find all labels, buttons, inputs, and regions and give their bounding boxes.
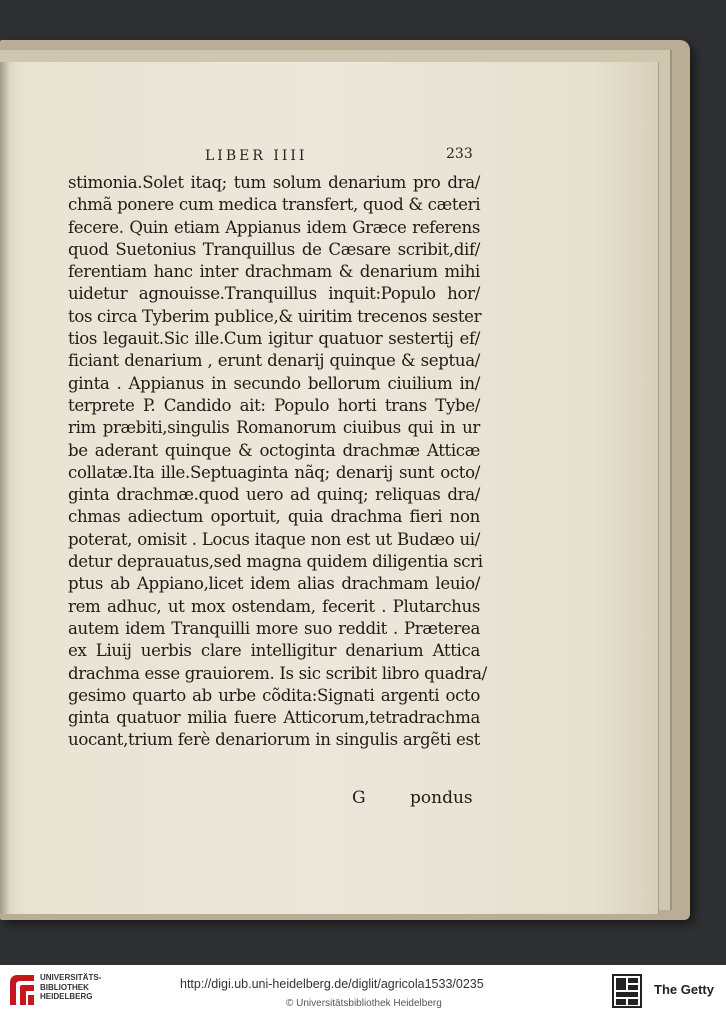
text-line: quod Suetonius Tranquillus de Cæsare scribit,dif/: [68, 239, 480, 259]
text-line: poterat, omisit . Locus itaque non est ut Budæo ui/: [68, 529, 480, 549]
text-line: rem adhuc, ut mox ostendam, fecerit . Plutarchus: [68, 596, 480, 616]
running-head-title: LIBER IIII: [205, 148, 308, 164]
text-line: collatæ.Ita ille.Septuaginta nãq; denarij sunt octo/: [68, 462, 480, 482]
text-line: chmas adiectum oportuit, quia drachma fieri non: [68, 507, 480, 527]
text-line: tos circa Tyberim publice,& uiritim trecenos sester: [68, 306, 482, 326]
library-name-line: HEIDELBERG: [40, 992, 93, 1001]
page-footer-line: [0, 788, 658, 810]
text-line: drachma esse grauiorem. Is sic scribit libro quadra/: [68, 663, 487, 683]
text-line: ficiant denarium , erunt denarij quinque & septua/: [68, 351, 480, 371]
catchword: pondus: [410, 788, 473, 808]
copyright-notice: © Universitätsbibliothek Heidelberg: [286, 998, 442, 1009]
text-line: ginta . Appianus in secundo bellorum ciuilium in/: [68, 373, 480, 393]
text-line: tios legauit.Sic ille.Cum igitur quatuor sestertij ef/: [68, 329, 480, 349]
library-name-line: BIBLIOTHEK: [40, 982, 89, 992]
text-line: uidetur agnouisse.Tranquillus inquit:Populo hor/: [68, 284, 480, 304]
text-line: ex Liuij uerbis clare intelligitur denarium Attica: [68, 641, 480, 661]
text-block: [68, 172, 487, 752]
text-line: uocant,trium ferè denariorum in singulis argẽti est: [68, 730, 480, 750]
university-library-name: [40, 973, 101, 1002]
text-line: ferentiam hanc inter drachmam & denarium mihi: [68, 262, 480, 282]
university-library-logo-icon: [8, 973, 36, 1007]
text-line: rim præbiti,singulis Romanorum ciuibus qui in ur: [68, 418, 480, 438]
page-number: 233: [446, 146, 473, 162]
gutter-shadow: [0, 62, 10, 914]
running-head: [0, 148, 658, 168]
text-line: fecere. Quin etiam Appianus idem Græce referens: [68, 217, 480, 237]
text-line: ptus ab Appiano,licet idem alias drachmam leuio/: [68, 574, 480, 594]
library-name-line: UNIVERSITÄTS-: [40, 973, 102, 982]
text-line: terprete P. Candido ait: Populo horti trans Tybe/: [68, 395, 480, 415]
getty-label: The Getty: [654, 982, 714, 997]
getty-logo-icon: [612, 974, 642, 1008]
text-line: be aderant quinque & octoginta drachmæ Atticæ: [68, 440, 480, 460]
text-line: chmã ponere cum medica transfert, quod & cæteri: [68, 195, 481, 215]
text-line: gesimo quarto ab urbe cõdita:Signati argenti octo: [68, 685, 480, 705]
permalink-url[interactable]: http://digi.ub.uni-heidelberg.de/diglit/agricola1533/0235: [180, 977, 484, 991]
text-line: detur deprauatus,sed magna quidem diligentia scri: [68, 552, 483, 572]
text-line: ginta quatuor milia fuere Atticorum,tetradrachma: [68, 708, 480, 728]
text-line: autem idem Tranquilli more suo reddit . Præterea: [68, 618, 480, 638]
text-line: ginta drachmæ.quod uero ad quinq; reliquas dra/: [68, 485, 480, 505]
viewer-footer: [0, 965, 726, 1018]
signature-mark: G: [352, 788, 366, 808]
text-line: stimonia.Solet itaq; tum solum denarium pro dra/: [68, 173, 480, 192]
